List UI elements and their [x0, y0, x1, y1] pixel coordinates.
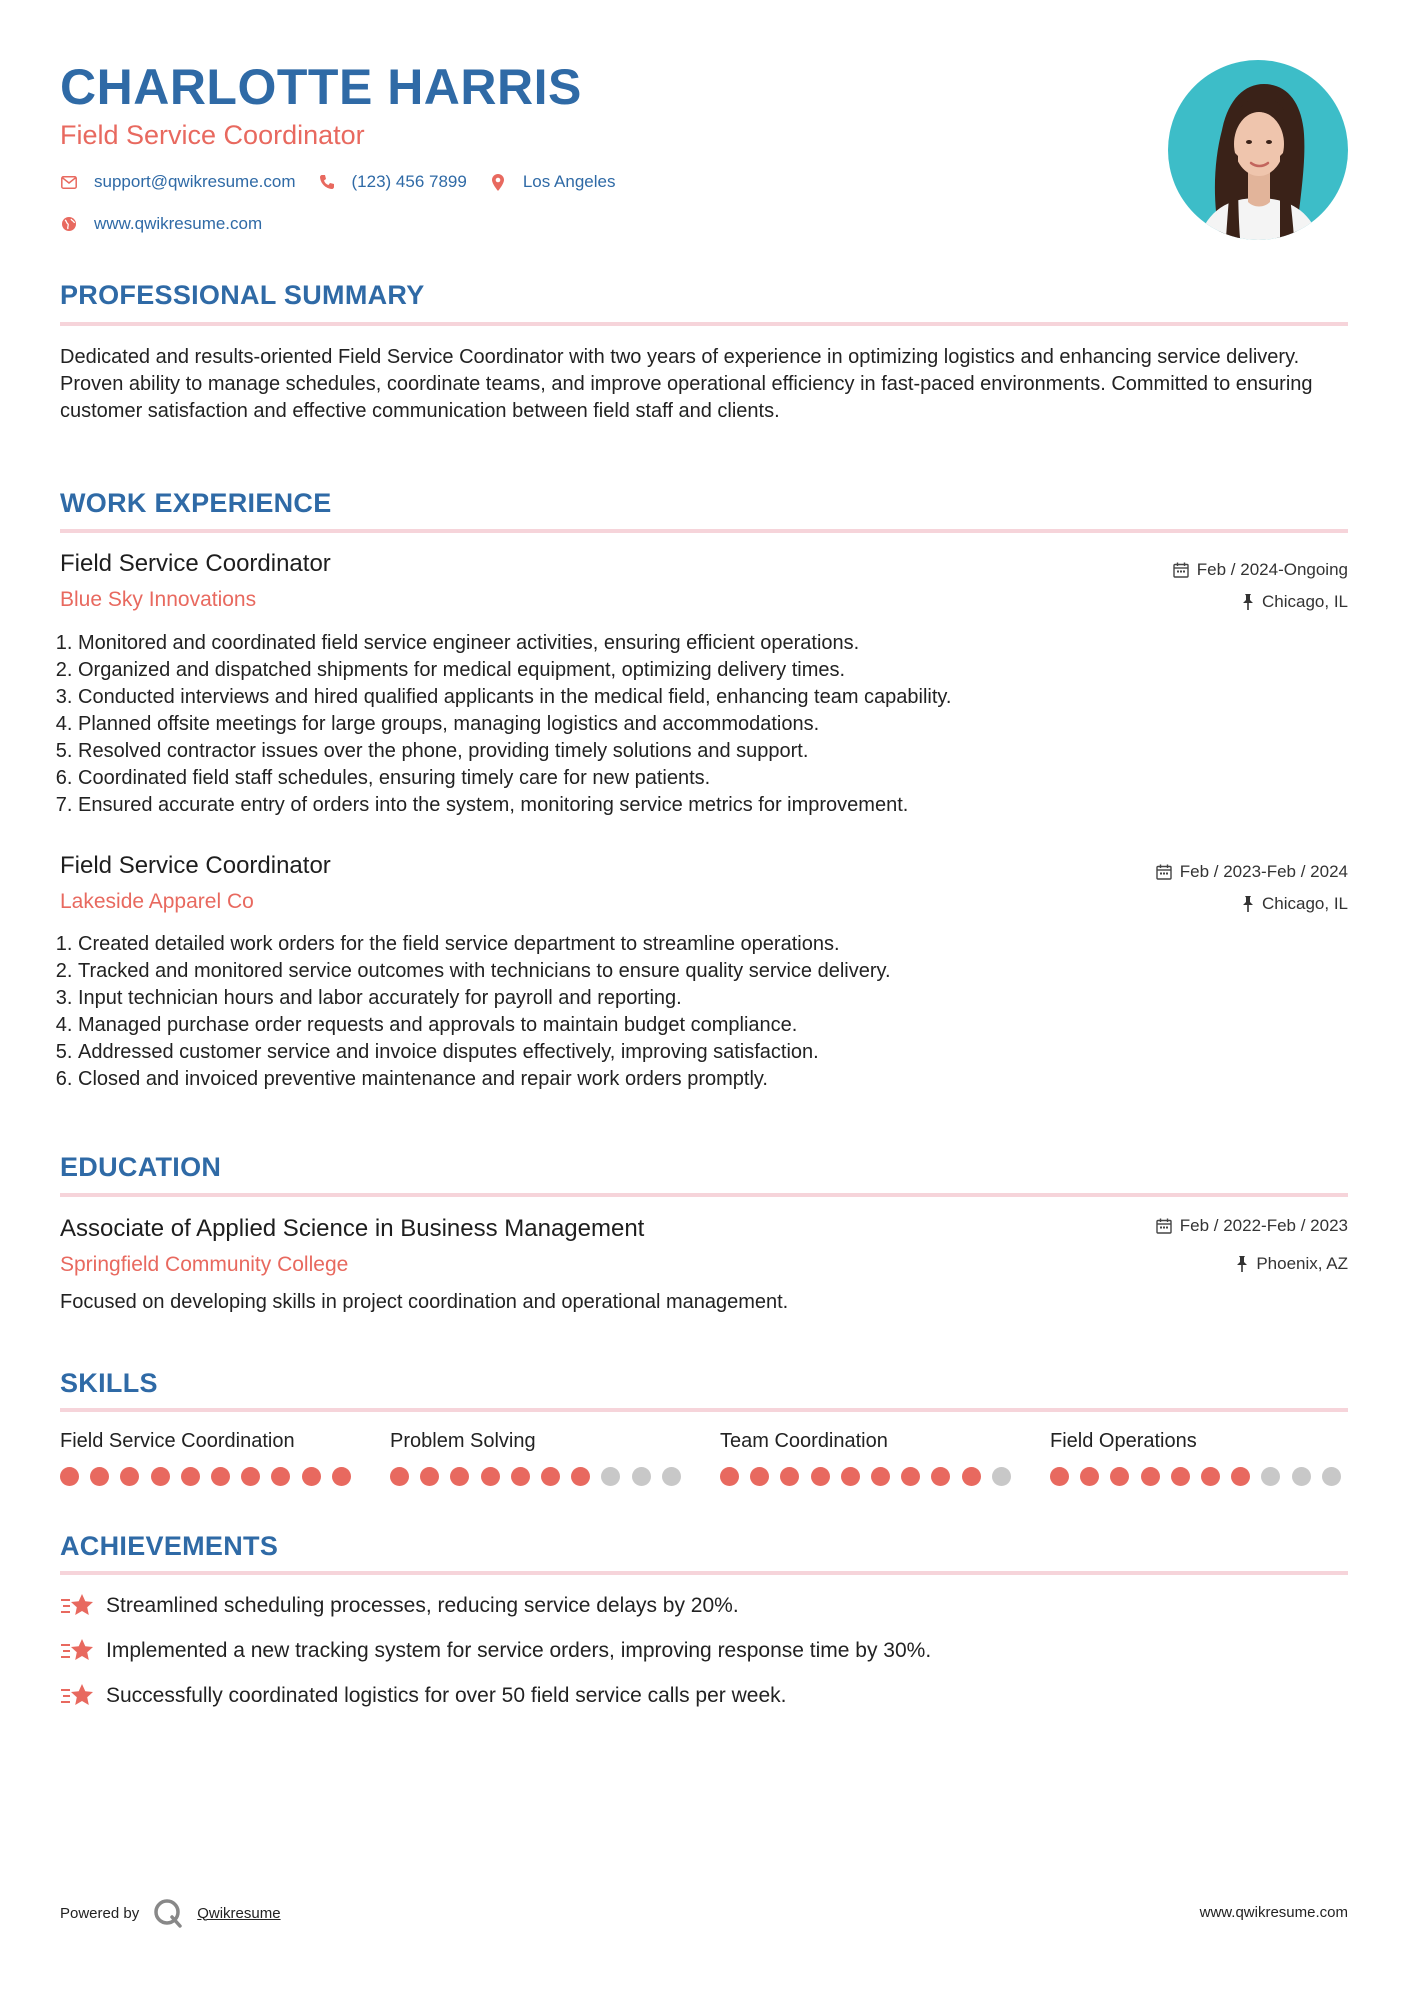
rating-dot [151, 1467, 170, 1486]
rating-dot [811, 1467, 830, 1486]
rating-dot [720, 1467, 739, 1486]
rating-dot [1080, 1467, 1099, 1486]
rating-dot [662, 1467, 681, 1486]
powered-by [60, 1898, 281, 1928]
skill-name: Problem Solving [390, 1430, 536, 1452]
education-location-text: Phoenix, AZ [1256, 1254, 1348, 1273]
phone-icon [318, 173, 336, 191]
profile-photo [1168, 60, 1348, 240]
rating-dot [211, 1467, 230, 1486]
pushpin-icon [1236, 1256, 1248, 1272]
footer-website[interactable]: www.qwikresume.com [1199, 1904, 1348, 1921]
school-name: Springfield Community College [60, 1253, 349, 1276]
achievement-text: Successfully coordinated logistics for over 50 field service calls per week. [106, 1684, 787, 1707]
rating-dot [780, 1467, 799, 1486]
job-dates [1173, 560, 1348, 580]
rating-dot [541, 1467, 560, 1486]
job-dates [1156, 862, 1348, 882]
candidate-role: Field Service Coordinator [60, 120, 365, 150]
rating-dot [481, 1467, 500, 1486]
job-location [1242, 894, 1348, 914]
job-bullets [60, 931, 1348, 1093]
pushpin-icon [1242, 896, 1254, 912]
rating-dot [931, 1467, 950, 1486]
education-heading: EDUCATION [60, 1152, 222, 1182]
calendar-icon [1156, 864, 1172, 880]
job-location-text: Chicago, IL [1262, 894, 1348, 913]
rating-dot [901, 1467, 920, 1486]
rating-dot [1261, 1467, 1280, 1486]
list-item: 6. Coordinated field staff schedules, ensuring timely care for new patients. [78, 765, 1348, 792]
contact-location: Los Angeles [522, 172, 616, 191]
map-pin-icon [489, 173, 507, 191]
skill-name: Team Coordination [720, 1430, 888, 1452]
rating-dot [60, 1467, 79, 1486]
rating-dot [420, 1467, 439, 1486]
education-dates [1156, 1216, 1348, 1236]
job-title: Field Service Coordinator [60, 550, 331, 577]
list-item: 3. Conducted interviews and hired qualified applicants in the medical field, enhancing team capability. [78, 684, 1348, 711]
star-icon [60, 1636, 94, 1666]
skill-rating [720, 1467, 1020, 1486]
list-item: 1. Monitored and coordinated field service engineer activities, ensuring efficient operations. [78, 630, 1348, 657]
rating-dot [450, 1467, 469, 1486]
rating-dot [271, 1467, 290, 1486]
summary-heading: PROFESSIONAL SUMMARY [60, 280, 425, 310]
achievement-item [60, 1636, 931, 1666]
powered-by-label: Powered by [60, 1904, 140, 1922]
list-item: 1. Created detailed work orders for the field service department to streamline operations. [78, 931, 1348, 958]
job-location [1242, 592, 1348, 612]
star-icon [60, 1681, 94, 1711]
rating-dot [1231, 1467, 1250, 1486]
summary-text: Dedicated and results-oriented Field Service Coordinator with two years of experience in optimizing logistics and enhancing service delivery. Proven ability to manage schedules, coordinate teams, and improve operational efficiency in fast-paced environments. Committed to ensuring customer satisfaction and effective communication between field staff and clients. [60, 346, 1313, 422]
job-location-text: Chicago, IL [1262, 592, 1348, 611]
globe-icon [60, 215, 78, 233]
job-company: Blue Sky Innovations [60, 588, 257, 611]
calendar-icon [1173, 562, 1189, 578]
skills-heading: SKILLS [60, 1368, 158, 1398]
skill-name: Field Operations [1050, 1430, 1197, 1452]
achievements-divider [60, 1571, 1348, 1575]
candidate-name: CHARLOTTE HARRIS [60, 59, 582, 115]
skill-rating [390, 1467, 690, 1486]
rating-dot [871, 1467, 890, 1486]
rating-dot [302, 1467, 321, 1486]
envelope-icon [60, 173, 78, 191]
rating-dot [1141, 1467, 1160, 1486]
summary-divider [60, 322, 1348, 326]
rating-dot [1292, 1467, 1311, 1486]
degree-title: Associate of Applied Science in Business Management [60, 1215, 645, 1242]
list-item: 5. Addressed customer service and invoice disputes effectively, improving satisfaction. [78, 1039, 1348, 1066]
education-description: Focused on developing skills in project coordination and operational management. [60, 1291, 789, 1313]
skill-item [1050, 1430, 1350, 1486]
list-item: 6. Closed and invoiced preventive maintenance and repair work orders promptly. [78, 1066, 1348, 1093]
rating-dot [601, 1467, 620, 1486]
list-item: 3. Input technician hours and labor accurately for payroll and reporting. [78, 985, 1348, 1012]
job-title: Field Service Coordinator [60, 852, 331, 879]
rating-dot [632, 1467, 651, 1486]
contact-phone[interactable]: (123) 456 7899 [351, 172, 467, 191]
contact-row-primary [60, 172, 637, 192]
star-icon [60, 1591, 94, 1621]
list-item: 7. Ensured accurate entry of orders into the system, monitoring service metrics for improvement. [78, 792, 1348, 819]
rating-dot [750, 1467, 769, 1486]
rating-dot [181, 1467, 200, 1486]
rating-dot [841, 1467, 860, 1486]
pushpin-icon [1242, 594, 1254, 610]
rating-dot [390, 1467, 409, 1486]
achievement-item [60, 1681, 786, 1711]
contact-row-secondary [60, 214, 284, 234]
qwikresume-link[interactable]: Qwikresume [197, 1904, 281, 1922]
contact-website[interactable]: www.qwikresume.com [94, 214, 263, 233]
rating-dot [1110, 1467, 1129, 1486]
rating-dot [120, 1467, 139, 1486]
education-divider [60, 1193, 1348, 1197]
rating-dot [571, 1467, 590, 1486]
rating-dot [511, 1467, 530, 1486]
rating-dot [962, 1467, 981, 1486]
education-dates-text: Feb / 2022-Feb / 2023 [1179, 1216, 1348, 1235]
rating-dot [1171, 1467, 1190, 1486]
list-item: 4. Managed purchase order requests and approvals to maintain budget compliance. [78, 1012, 1348, 1039]
rating-dot [1322, 1467, 1341, 1486]
achievement-item [60, 1591, 739, 1621]
list-item: 5. Resolved contractor issues over the phone, providing timely solutions and support. [78, 738, 1348, 765]
experience-heading: WORK EXPERIENCE [60, 488, 332, 518]
skill-rating [1050, 1467, 1350, 1486]
rating-dot [1201, 1467, 1220, 1486]
skill-item [60, 1430, 360, 1486]
rating-dot [332, 1467, 351, 1486]
skill-rating [60, 1467, 360, 1486]
achievement-text: Implemented a new tracking system for service orders, improving response time by 30%. [106, 1639, 932, 1662]
list-item: 2. Organized and dispatched shipments for medical equipment, optimizing delivery times. [78, 657, 1348, 684]
job-dates-text: Feb / 2024-Ongoing [1196, 560, 1348, 579]
skill-name: Field Service Coordination [60, 1430, 295, 1452]
rating-dot [90, 1467, 109, 1486]
list-item: 2. Tracked and monitored service outcomes with technicians to ensure quality service delivery. [78, 958, 1348, 985]
skill-item [720, 1430, 1020, 1486]
achievements-heading: ACHIEVEMENTS [60, 1531, 279, 1561]
contact-email[interactable]: support@qwikresume.com [94, 172, 296, 191]
skills-divider [60, 1408, 1348, 1412]
calendar-icon [1156, 1218, 1172, 1234]
rating-dot [241, 1467, 260, 1486]
job-bullets [60, 630, 1348, 819]
rating-dot [1050, 1467, 1069, 1486]
rating-dot [992, 1467, 1011, 1486]
job-dates-text: Feb / 2023-Feb / 2024 [1179, 862, 1348, 881]
experience-divider [60, 529, 1348, 533]
achievement-text: Streamlined scheduling processes, reducing service delays by 20%. [106, 1594, 739, 1617]
list-item: 4. Planned offsite meetings for large groups, managing logistics and accommodations. [78, 711, 1348, 738]
qwikresume-logo-icon [153, 1898, 183, 1928]
job-company: Lakeside Apparel Co [60, 890, 254, 913]
skill-item [390, 1430, 690, 1486]
education-location [1236, 1254, 1348, 1274]
